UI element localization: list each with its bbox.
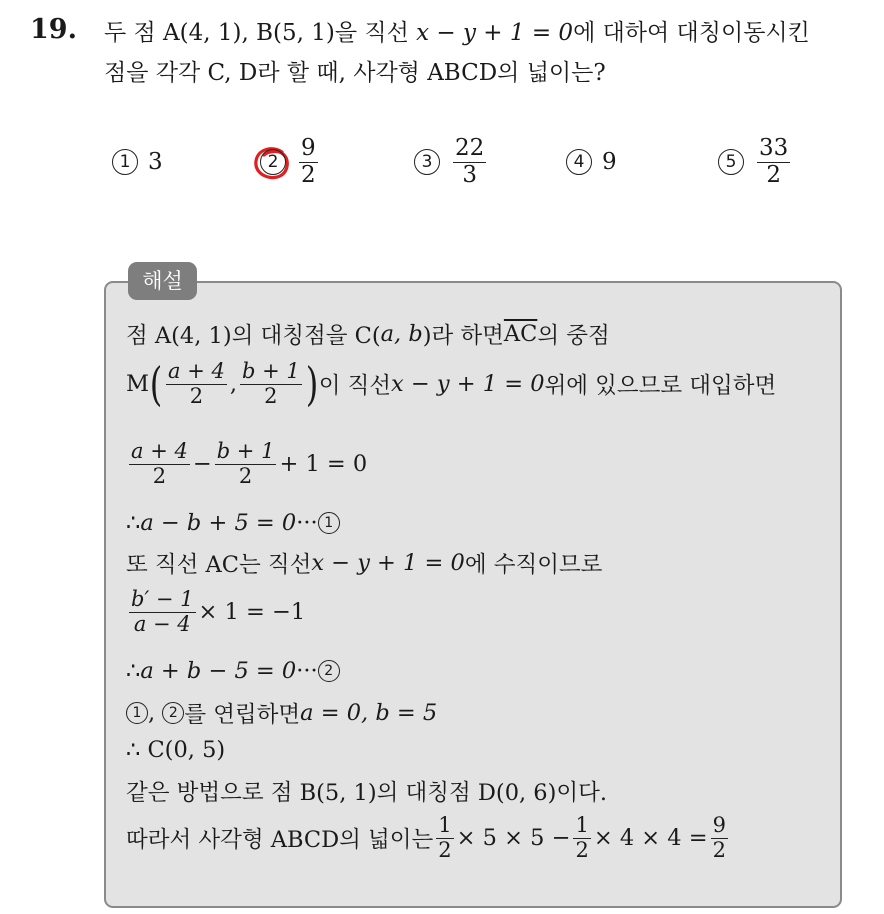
- l5-equation: x − y + 1 = 0: [311, 550, 465, 576]
- choice-3-mark: 3: [414, 149, 440, 175]
- question-text-a: 두 점 A(4, 1), B(5, 1)을 직선: [104, 20, 417, 46]
- question-line-2: 점을 각각 C, D라 할 때, 사각형 ABCD의 넓이는?: [104, 60, 606, 86]
- l7-dots: ···: [296, 658, 318, 684]
- l5-text-a: 또 직선 AC는 직선: [126, 552, 312, 578]
- solution-line-7: [126, 658, 340, 684]
- solution-tag: 해설: [128, 262, 197, 300]
- l8-comma: ,: [148, 700, 163, 726]
- solution-line-5: [126, 547, 602, 579]
- l2-fraction-1: [166, 360, 227, 408]
- choice-5-fraction: [757, 136, 790, 189]
- l3-fraction-1: [129, 440, 190, 488]
- l4-equation: a − b + 5 = 0: [140, 510, 297, 536]
- l11-fraction-1: [436, 814, 453, 862]
- l8-text: 를 연립하면: [184, 702, 301, 728]
- choice-2-numerator: 9: [301, 134, 316, 161]
- question-number: 19.: [30, 14, 77, 45]
- choice-4-value: 9: [602, 149, 617, 175]
- choice-5-mark: 5: [718, 149, 744, 175]
- solution-line-4: [126, 510, 340, 536]
- l11-f2-den: 2: [575, 837, 589, 862]
- choice-3-numerator: 22: [455, 134, 485, 161]
- choice-4-mark: 4: [566, 149, 592, 175]
- l6-den: a − 4: [133, 611, 191, 636]
- l7-mark-2: 2: [318, 660, 340, 682]
- l1-vars: a, b: [380, 321, 423, 347]
- l11-fraction-2: [573, 814, 590, 862]
- choice-2[interactable]: [260, 132, 321, 192]
- l3-f2-den: 2: [238, 463, 253, 488]
- solution-line-9: ∴ C(0, 5): [126, 737, 226, 763]
- therefore-symbol: ∴: [126, 658, 141, 684]
- choice-5-denominator: 2: [766, 161, 781, 188]
- choice-3-denominator: 3: [462, 161, 477, 188]
- midpoint-label: M: [126, 371, 150, 398]
- l11-f2-num: 1: [575, 813, 589, 837]
- l4-dots: ···: [296, 510, 318, 536]
- l6-fraction: [129, 588, 196, 636]
- l2-f2-num: b + 1: [241, 359, 300, 383]
- segment-ac: $\overline{AC}$: [503, 321, 538, 347]
- choice-3[interactable]: [414, 132, 489, 192]
- l11-f1-den: 2: [438, 837, 452, 862]
- solution-line-8: [126, 697, 437, 729]
- therefore-symbol: ∴: [126, 510, 141, 536]
- right-paren: ): [305, 357, 318, 412]
- l2-fraction-2: [240, 360, 302, 408]
- choice-1-value: 3: [148, 149, 163, 175]
- solution-line-1: [126, 318, 610, 350]
- l1-text-a: 점 A(4, 1)의 대칭점을 C(: [126, 323, 381, 349]
- question-equation: x − y + 1 = 0: [416, 20, 574, 46]
- l7-equation: a + b − 5 = 0: [140, 658, 297, 684]
- l8-equation: a = 0, b = 5: [300, 700, 438, 726]
- choice-1-mark: 1: [112, 149, 138, 175]
- l2-equation: x − y + 1 = 0: [391, 371, 545, 398]
- choice-3-fraction: [453, 136, 486, 189]
- choice-2-fraction: [299, 136, 318, 189]
- l2-comma: ,: [229, 371, 237, 398]
- l8-mark-2: 2: [162, 702, 184, 724]
- l1-text-b: )라 하면: [422, 323, 504, 349]
- l5-text-b: 에 수직이므로: [464, 552, 603, 578]
- l11-f3-den: 2: [712, 837, 726, 862]
- l11-f1-num: 1: [438, 813, 452, 837]
- choice-4[interactable]: [566, 132, 617, 192]
- solution-line-3: [126, 440, 367, 488]
- l4-mark-1: 1: [318, 512, 340, 534]
- l3-f1-den: 2: [152, 463, 167, 488]
- question-text-b: 에 대하여 대칭이동시킨: [573, 20, 810, 46]
- l3-f2-num: b + 1: [216, 439, 275, 463]
- l1-text-c: 의 중점: [537, 323, 610, 349]
- solution-line-10: 같은 방법으로 점 B(5, 1)의 대칭점 D(0, 6)이다.: [126, 780, 608, 806]
- choice-2-denominator: 2: [301, 161, 316, 188]
- l6-num: b′ − 1: [131, 587, 194, 611]
- choice-5-numerator: 33: [759, 134, 789, 161]
- l11-mid: × 5 × 5 −: [456, 825, 571, 852]
- l11-f3-num: 9: [712, 813, 726, 837]
- choice-2-mark: 2: [260, 149, 286, 175]
- l8-mark-1: 1: [126, 702, 148, 724]
- l2-f1-num: a + 4: [168, 359, 225, 383]
- l3-minus: −: [192, 451, 212, 478]
- solution-line-2: [126, 357, 777, 412]
- choice-5[interactable]: [718, 132, 793, 192]
- l3-rest: + 1 = 0: [279, 451, 368, 478]
- l2-f1-den: 2: [189, 383, 204, 408]
- solution-line-6: [126, 588, 305, 636]
- l2-text-b: 위에 있으므로 대입하면: [544, 373, 777, 400]
- l6-rest: × 1 = −1: [198, 599, 306, 626]
- question-line-1: [104, 14, 810, 47]
- l2-f2-den: 2: [264, 383, 278, 408]
- l3-f1-num: a + 4: [131, 439, 188, 463]
- l11-fraction-3: [711, 814, 728, 862]
- l3-fraction-2: [215, 440, 277, 488]
- left-paren: (: [149, 357, 163, 412]
- l11-mid2: × 4 × 4 =: [593, 825, 708, 852]
- l2-text-a: 이 직선: [318, 373, 392, 400]
- l11-text: 따라서 사각형 ABCD의 넓이는: [126, 827, 434, 854]
- solution-line-11: [126, 814, 731, 862]
- choice-1[interactable]: [112, 132, 163, 192]
